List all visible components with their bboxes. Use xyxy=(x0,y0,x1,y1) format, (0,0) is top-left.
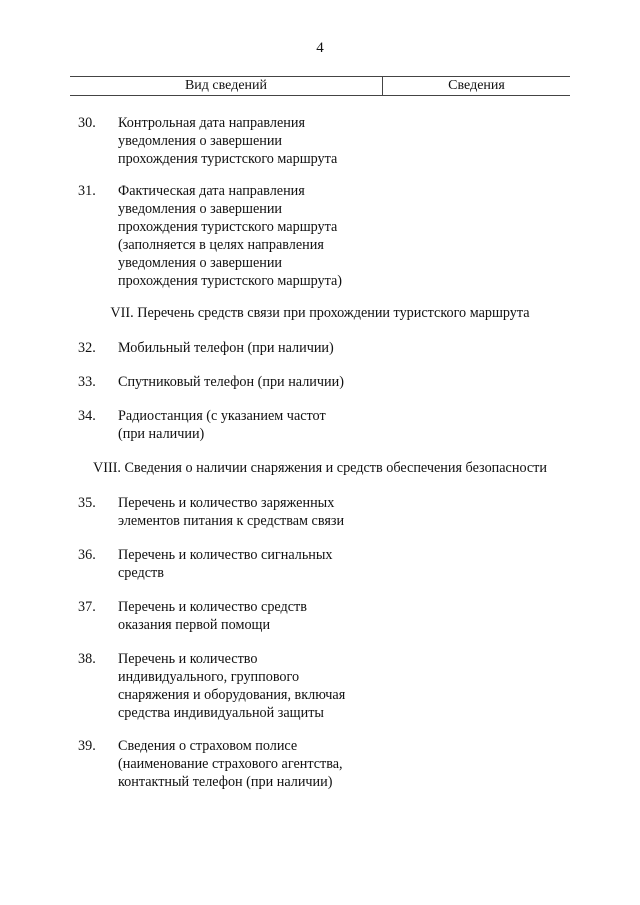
section-vii-heading: VII. Перечень средств связи при прохождении туристского маршрута xyxy=(110,305,530,321)
item-number: 31. xyxy=(78,183,96,199)
item-number: 38. xyxy=(78,651,96,667)
section-viii-heading: VIII. Сведения о наличии снаряжения и средств обеспечения безопасности xyxy=(93,460,547,476)
item-number: 36. xyxy=(78,547,96,563)
item-text: Перечень и количество сигнальных средств xyxy=(118,547,333,581)
table-header xyxy=(70,76,570,96)
item-number: 33. xyxy=(78,374,96,390)
item-number: 37. xyxy=(78,599,96,615)
item-text: Мобильный телефон (при наличии) xyxy=(118,340,334,356)
page-number: 4 xyxy=(316,40,324,56)
item-text: Перечень и количество заряженных элементов питания к средствам связи xyxy=(118,495,345,529)
header-col-info: Сведения xyxy=(448,78,505,93)
item-text: Контрольная дата направления уведомления о завершении прохождения туристского маршрута xyxy=(118,115,338,167)
header-col-type: Вид сведений xyxy=(70,77,383,95)
item-text: Спутниковый телефон (при наличии) xyxy=(118,374,344,390)
item-number: 32. xyxy=(78,340,96,356)
item-number: 39. xyxy=(78,738,96,754)
item-text: Радиостанция (с указанием частот (при наличии) xyxy=(118,408,326,442)
item-text: Фактическая дата направления уведомления о завершении прохождения туристского маршрута (заполняется в целях направления уведомления о завершении прохождения туристского маршрута) xyxy=(118,183,343,289)
item-number: 30. xyxy=(78,115,96,131)
item-text: Сведения о страховом полисе (наименование страхового агентства, контактный телефон (при наличии) xyxy=(118,738,343,790)
item-text: Перечень и количество индивидуального, группового снаряжения и оборудования, включая средства индивидуальной защиты xyxy=(118,651,346,721)
item-number: 35. xyxy=(78,495,96,511)
item-number: 34. xyxy=(78,408,96,424)
item-text: Перечень и количество средств оказания первой помощи xyxy=(118,599,307,633)
